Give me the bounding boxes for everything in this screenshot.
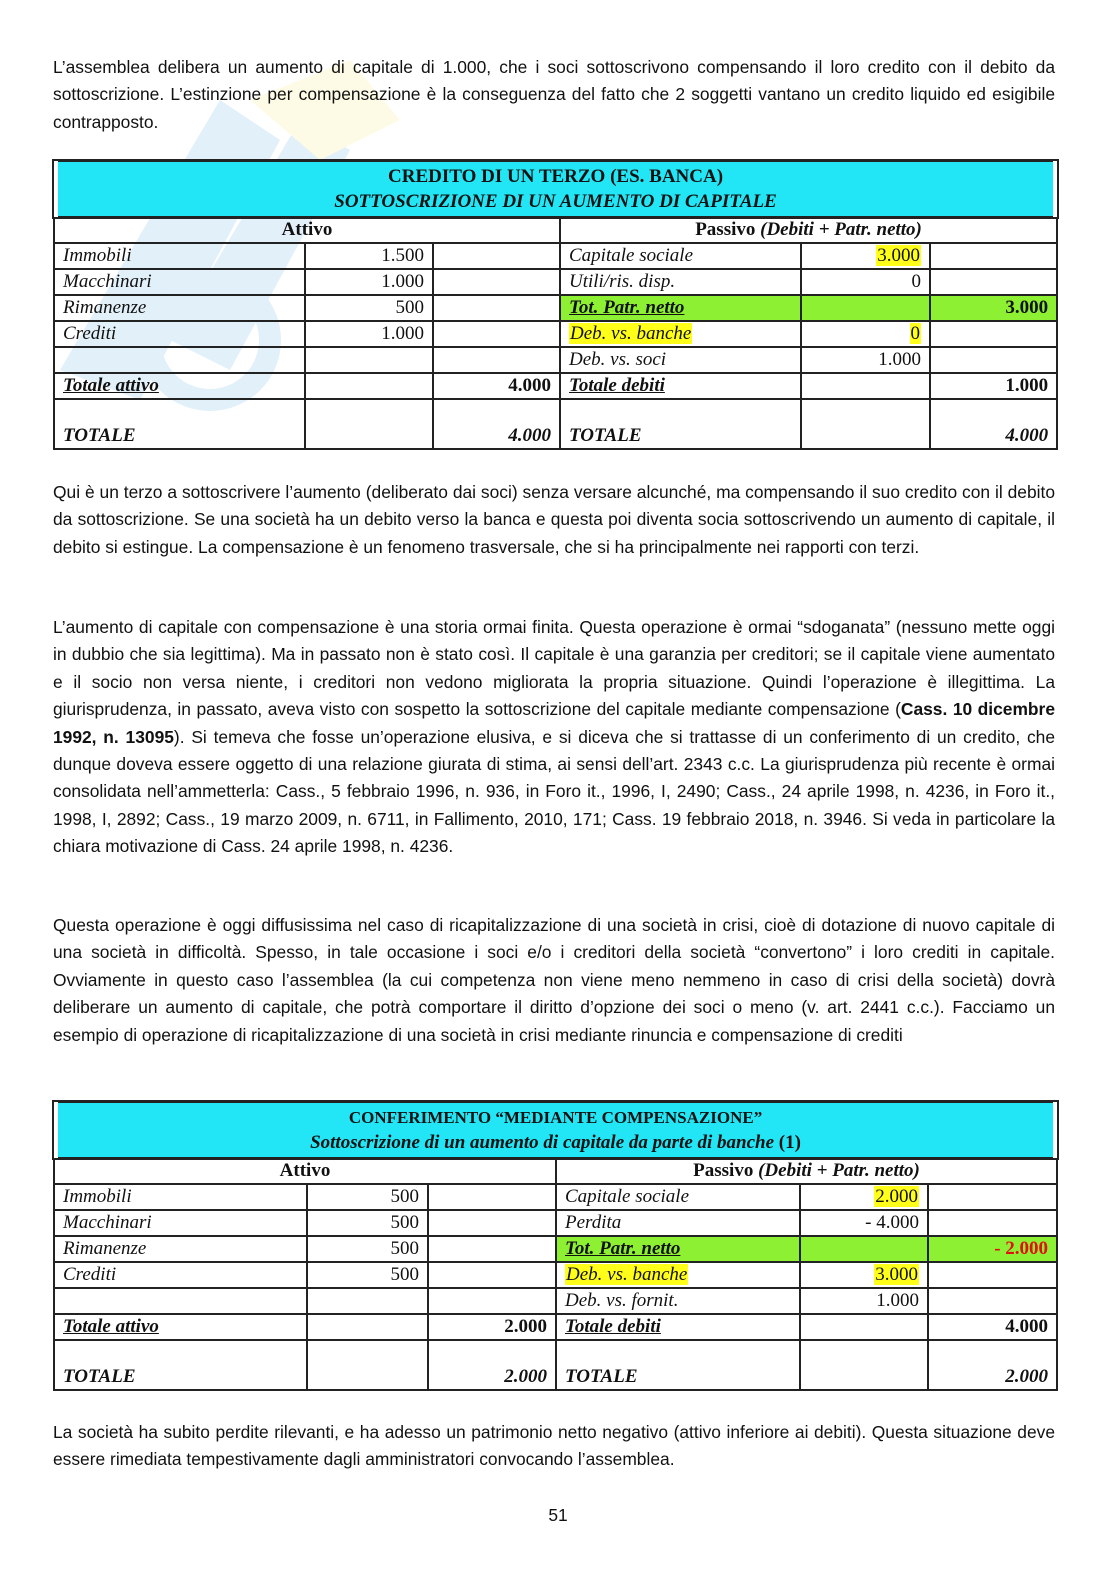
passivo-total bbox=[928, 1340, 1057, 1390]
cell-text: 500 bbox=[390, 1212, 419, 1233]
table-row bbox=[54, 1184, 1057, 1210]
attivo-value bbox=[307, 1184, 428, 1210]
table-subtitle: Sottoscrizione di un aumento di capitale da parte di banche bbox=[310, 1132, 775, 1153]
attivo-total bbox=[428, 1288, 556, 1314]
cell-text: - 4.000 bbox=[865, 1212, 919, 1233]
passivo-label bbox=[560, 243, 801, 269]
attivo-total bbox=[433, 321, 560, 347]
passivo-value bbox=[801, 321, 930, 347]
cell-text: Rimanenze bbox=[63, 1238, 147, 1259]
citation-bold: Cass. 10 dicembre 1992, n. 13095 bbox=[53, 699, 1055, 747]
passivo-total bbox=[930, 295, 1057, 321]
cell-text: Perdita bbox=[565, 1212, 622, 1233]
passivo-value bbox=[800, 1288, 928, 1314]
passivo-total bbox=[930, 321, 1057, 347]
attivo-total bbox=[433, 269, 560, 295]
table-row bbox=[54, 1236, 1057, 1262]
passivo-label bbox=[556, 1288, 800, 1314]
paragraph bbox=[53, 1419, 1055, 1474]
cell-text: Totale debiti bbox=[565, 1316, 661, 1337]
text-segment: ). Si temeva che fosse un’operazione elusiva, e si diceva che si trattasse di un conferimento di un credito, che dunque doveva essere oggetto di una relazione giurata di stima, ai sensi dell’art. 2343 c.c. La giurisprudenza più recente è ormai consolidata nell’ammetterla: Cass., 5 febbraio 1996, n. 936, in Foro it., 1996, I, 2490; Cass., 24 aprile 1998, n. 4236, in Foro it., 1998, I, 2892; Cass., 19 marzo 2009, n. 6711, in Fallimento, 2010, 171; Cass. 19 febbraio 2018, n. 3946. Si veda in particolare la chiara motivazione di Cass. 24 aprile 1998, n. 4236. bbox=[53, 726, 1055, 857]
cell-text: 0 bbox=[910, 323, 920, 344]
attivo-total bbox=[428, 1314, 556, 1340]
cell-text: 2.000 bbox=[504, 1316, 547, 1337]
passivo-total bbox=[928, 1210, 1057, 1236]
cell-text: 3.000 bbox=[877, 245, 920, 266]
attivo-label bbox=[54, 1340, 307, 1390]
cell-text: 4.000 bbox=[508, 375, 551, 396]
cell-text: 2.000 bbox=[875, 1186, 918, 1207]
attivo-total bbox=[428, 1184, 556, 1210]
cell-text: Capitale sociale bbox=[565, 1186, 690, 1207]
table-header-row bbox=[54, 217, 1057, 243]
attivo-label bbox=[54, 295, 305, 321]
passivo-total bbox=[928, 1288, 1057, 1314]
passivo-value bbox=[800, 1236, 928, 1262]
passivo-label: Passivo bbox=[695, 219, 756, 240]
cell-text: - 2.000 bbox=[994, 1238, 1049, 1259]
paragraph bbox=[53, 614, 1055, 861]
passivo-total bbox=[928, 1184, 1057, 1210]
cell-text: 2.000 bbox=[1005, 1366, 1049, 1387]
cell-text: 500 bbox=[390, 1186, 419, 1207]
attivo-label bbox=[54, 269, 305, 295]
passivo-label bbox=[560, 399, 801, 449]
text-segment: L’aumento di capitale con compensazione è una storia ormai finita. Questa operazione è ormai “sdoganata” (nessuno mette oggi in dubbio che sia legittima). Ma in passato non è stato così. Il capitale è una garanzia per creditori; se il capitale viene aumentato e il socio non versa niente, i creditori non vedono migliorata la propria situazione. Quindi l’operazione è illegittima. La giurisprudenza, in passato, aveva visto con sospetto la sottoscrizione del capitale mediante compensazione ( bbox=[53, 617, 1055, 720]
passivo-label bbox=[556, 1340, 800, 1390]
cell-text: 1.000 bbox=[876, 1290, 919, 1311]
passivo-header bbox=[560, 217, 1057, 243]
footnote-ref: (1) bbox=[778, 1132, 801, 1153]
attivo-value bbox=[305, 321, 433, 347]
table-header-row bbox=[54, 1158, 1057, 1184]
cell-text: Crediti bbox=[63, 1264, 117, 1285]
table-row bbox=[54, 1314, 1057, 1340]
attivo-header: Attivo bbox=[54, 217, 560, 243]
attivo-total bbox=[433, 295, 560, 321]
attivo-label bbox=[54, 321, 305, 347]
attivo-value bbox=[307, 1210, 428, 1236]
passivo-value bbox=[800, 1210, 928, 1236]
text-segment: La società ha subito perdite rilevanti, e ha adesso un patrimonio netto negativo (attivo inferiore ai debiti). Questa situazione deve essere rimediata tempestivamente dagli amministratori convocando l’assemblea. bbox=[53, 1422, 1055, 1470]
table-row bbox=[54, 347, 1057, 373]
passivo-total bbox=[930, 347, 1057, 373]
cell-text: Deb. vs. soci bbox=[569, 349, 667, 370]
attivo-label bbox=[54, 1184, 307, 1210]
passivo-label bbox=[556, 1184, 800, 1210]
attivo-value bbox=[305, 347, 433, 373]
cell-text: TOTALE bbox=[565, 1366, 638, 1387]
cell-text: Tot. Patr. netto bbox=[565, 1238, 681, 1259]
attivo-total bbox=[428, 1236, 556, 1262]
table-row bbox=[54, 1262, 1057, 1288]
attivo-value bbox=[307, 1262, 428, 1288]
attivo-label bbox=[54, 1236, 307, 1262]
passivo-label bbox=[556, 1262, 800, 1288]
passivo-total bbox=[930, 373, 1057, 399]
passivo-value bbox=[800, 1340, 928, 1390]
passivo-label bbox=[560, 269, 801, 295]
passivo-label bbox=[556, 1210, 800, 1236]
passivo-value bbox=[801, 269, 930, 295]
passivo-total bbox=[928, 1314, 1057, 1340]
text-segment: L’assemblea delibera un aumento di capitale di 1.000, che i soci sottoscrivono compensando il loro credito con il debito da sottoscrizione. L’estinzione per compensazione è la conseguenza del fatto che 2 soggetti vantano un credito liquido ed esigibile contrapposto. bbox=[53, 57, 1055, 132]
table-title-line1: CREDITO DI UN TERZO (ES. BANCA) bbox=[388, 166, 724, 187]
table-title-line1: CONFERIMENTO “MEDIANTE COMPENSAZIONE” bbox=[348, 1108, 763, 1127]
passivo-total bbox=[930, 243, 1057, 269]
attivo-label bbox=[54, 1288, 307, 1314]
table-row bbox=[54, 373, 1057, 399]
cell-text: 3.000 bbox=[875, 1264, 918, 1285]
cell-text: 1.000 bbox=[878, 349, 921, 370]
cell-text: 4.000 bbox=[1005, 1316, 1049, 1337]
text-segment: Questa operazione è oggi diffusissima nel caso di ricapitalizzazione di una società in crisi, cioè di dotazione di nuovo capitale di una società in difficoltà. Spesso, in tale occasione i soci e/o i creditori della società “convertono” i loro crediti in capitale. Ovviamente in questo caso l’assemblea (la cui competenza non viene meno nemmeno in caso di crisi della società) dovrà deliberare un aumento di capitale, che potrà comportare il diritto d’opzione dei soci o meno (v. art. 2441 c.c.). Facciamo un esempio di operazione di ricapitalizzazione di una società in crisi mediante rinuncia e compensazione di crediti bbox=[53, 915, 1055, 1045]
cell-text: 500 bbox=[390, 1238, 419, 1259]
cell-text: Totale attivo bbox=[63, 375, 159, 396]
passivo-label: Passivo bbox=[693, 1160, 754, 1181]
cell-text: Totale attivo bbox=[63, 1316, 159, 1337]
cell-text: 500 bbox=[390, 1264, 419, 1285]
cell-text: Macchinari bbox=[63, 1212, 152, 1233]
table-title-line2 bbox=[58, 189, 1053, 214]
table-row bbox=[54, 243, 1057, 269]
cell-text: 1.000 bbox=[1005, 375, 1049, 396]
attivo-label bbox=[54, 243, 305, 269]
attivo-label bbox=[54, 1210, 307, 1236]
attivo-label bbox=[54, 347, 305, 373]
attivo-total bbox=[428, 1210, 556, 1236]
table-title-row bbox=[54, 161, 1057, 217]
attivo-header: Attivo bbox=[54, 1158, 556, 1184]
passivo-total bbox=[930, 269, 1057, 295]
balance-table-conferimento-compensazione bbox=[50, 1101, 1061, 1391]
passivo-total bbox=[928, 1262, 1057, 1288]
passivo-value bbox=[800, 1262, 928, 1288]
attivo-total bbox=[428, 1340, 556, 1390]
attivo-value bbox=[307, 1288, 428, 1314]
attivo-value bbox=[305, 243, 433, 269]
attivo-label bbox=[54, 399, 305, 449]
passivo-header bbox=[556, 1158, 1057, 1184]
passivo-label bbox=[556, 1314, 800, 1340]
cell-text: Totale debiti bbox=[569, 375, 665, 396]
table-title-row bbox=[54, 1102, 1057, 1158]
attivo-value bbox=[305, 295, 433, 321]
attivo-value bbox=[305, 373, 433, 399]
table-subtitle: SOTTOSCRIZIONE DI UN AUMENTO DI CAPITALE bbox=[334, 191, 777, 212]
table-row bbox=[54, 269, 1057, 295]
text-segment: Qui è un terzo a sottoscrivere l’aumento (deliberato dai soci) senza versare alcunché, ma compensando il suo credito con il debito da sottoscrizione. Se una società ha un debito verso la banca e questa poi diventa socia sottoscrivendo un aumento di capitale, il debito si estingue. La compensazione è un fenomeno trasversale, che si ha principalmente nei rapporti con terzi. bbox=[53, 482, 1055, 557]
cell-text: Rimanenze bbox=[63, 297, 147, 318]
attivo-value bbox=[307, 1340, 428, 1390]
cell-text: Deb. vs. banche bbox=[570, 323, 692, 344]
passivo-note: (Debiti + Patr. netto) bbox=[758, 1160, 920, 1181]
cell-text: TOTALE bbox=[63, 425, 136, 446]
table-row bbox=[54, 321, 1057, 347]
attivo-total bbox=[433, 347, 560, 373]
passivo-label bbox=[560, 295, 801, 321]
table-row bbox=[54, 1288, 1057, 1314]
attivo-total bbox=[428, 1262, 556, 1288]
passivo-value bbox=[801, 373, 930, 399]
page-number: 51 bbox=[548, 1505, 568, 1525]
table-row bbox=[54, 399, 1057, 449]
paragraph bbox=[53, 912, 1055, 1049]
cell-text: Deb. vs. banche bbox=[566, 1264, 688, 1285]
table-row bbox=[54, 1210, 1057, 1236]
cell-text: Macchinari bbox=[63, 271, 152, 292]
cell-text: 500 bbox=[395, 297, 424, 318]
cell-text: 1.000 bbox=[381, 271, 424, 292]
cell-text: Utili/ris. disp. bbox=[569, 271, 676, 292]
table-title bbox=[54, 161, 1057, 217]
table-row bbox=[54, 1340, 1057, 1390]
cell-text: 3.000 bbox=[1005, 297, 1049, 318]
attivo-total bbox=[433, 373, 560, 399]
cell-text: 1.000 bbox=[381, 323, 424, 344]
cell-text: 2.000 bbox=[504, 1366, 547, 1387]
attivo-value bbox=[307, 1236, 428, 1262]
cell-text: Tot. Patr. netto bbox=[569, 297, 685, 318]
passivo-total bbox=[928, 1236, 1057, 1262]
passivo-label bbox=[560, 347, 801, 373]
paragraph bbox=[53, 54, 1055, 136]
table-title-line2 bbox=[58, 1130, 1053, 1155]
attivo-label bbox=[54, 1262, 307, 1288]
cell-text: TOTALE bbox=[63, 1366, 136, 1387]
passivo-value bbox=[801, 347, 930, 373]
attivo-value bbox=[305, 269, 433, 295]
attivo-label bbox=[54, 1314, 307, 1340]
cell-text: Immobili bbox=[63, 1186, 132, 1207]
attivo-total bbox=[433, 243, 560, 269]
cell-text: 4.000 bbox=[508, 425, 551, 446]
passivo-label bbox=[556, 1236, 800, 1262]
passivo-value bbox=[800, 1184, 928, 1210]
table-title bbox=[54, 1102, 1057, 1158]
cell-text: Capitale sociale bbox=[569, 245, 694, 266]
cell-text: 1.500 bbox=[381, 245, 424, 266]
balance-table-credito-terzo bbox=[50, 160, 1061, 450]
passivo-value bbox=[801, 243, 930, 269]
passivo-value bbox=[800, 1314, 928, 1340]
passivo-total bbox=[930, 399, 1057, 449]
passivo-label bbox=[560, 373, 801, 399]
cell-text: Crediti bbox=[63, 323, 117, 344]
attivo-total bbox=[433, 399, 560, 449]
attivo-value bbox=[305, 399, 433, 449]
passivo-value bbox=[801, 399, 930, 449]
paragraph bbox=[53, 479, 1055, 561]
attivo-value bbox=[307, 1314, 428, 1340]
table-row bbox=[54, 295, 1057, 321]
attivo-label bbox=[54, 373, 305, 399]
cell-text: TOTALE bbox=[569, 425, 642, 446]
passivo-note: (Debiti + Patr. netto) bbox=[760, 219, 922, 240]
cell-text: Deb. vs. fornit. bbox=[565, 1290, 679, 1311]
cell-text: Immobili bbox=[63, 245, 132, 266]
cell-text: 4.000 bbox=[1005, 425, 1049, 446]
passivo-label bbox=[560, 321, 801, 347]
cell-text: 0 bbox=[911, 271, 921, 292]
passivo-value bbox=[801, 295, 930, 321]
